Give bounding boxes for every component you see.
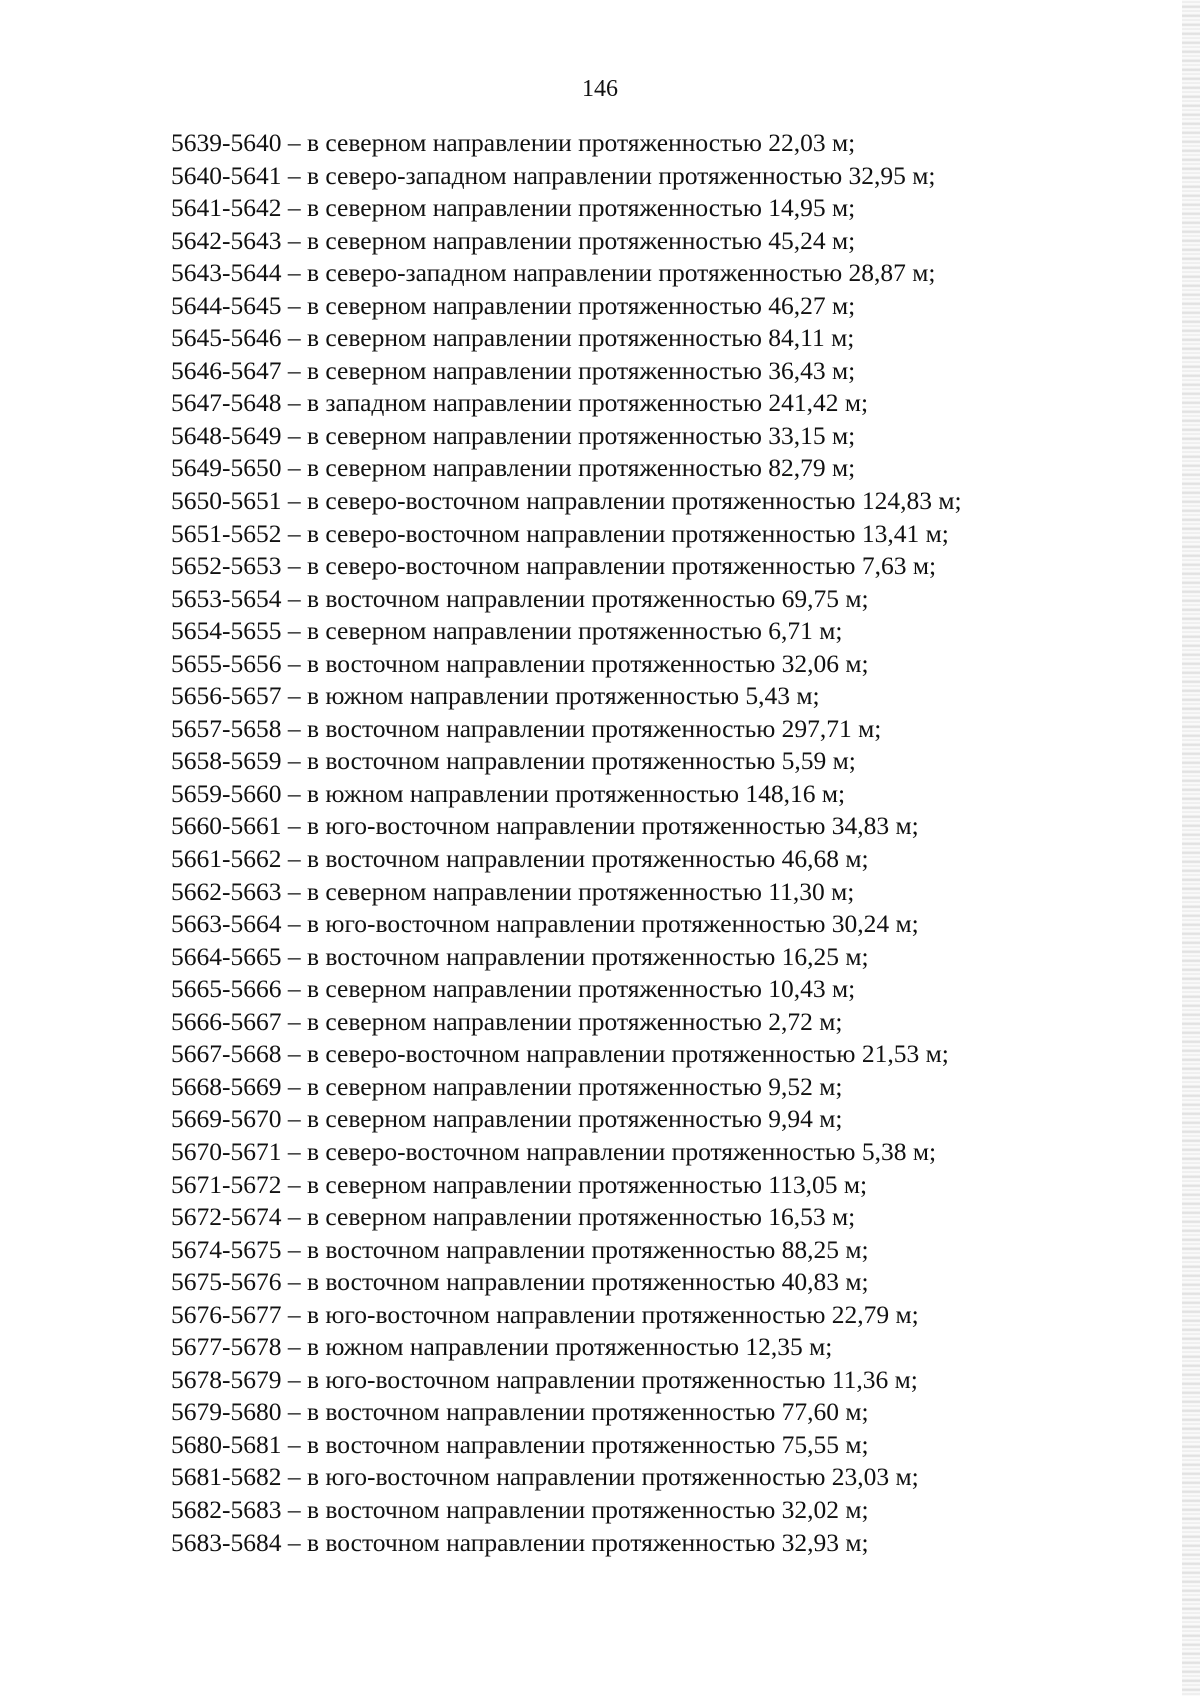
boundary-segment-entry: 5669-5670 – в северном направлении протяженностью 9,94 м; bbox=[171, 1104, 843, 1134]
boundary-segment-entry: 5681-5682 – в юго-восточном направлении протяженностью 23,03 м; bbox=[171, 1462, 919, 1492]
boundary-segment-entry: 5663-5664 – в юго-восточном направлении протяженностью 30,24 м; bbox=[171, 909, 919, 939]
boundary-segment-entry: 5683-5684 – в восточном направлении протяженностью 32,93 м; bbox=[171, 1527, 869, 1557]
boundary-segment-entry: 5672-5674 – в северном направлении протяженностью 16,53 м; bbox=[171, 1202, 856, 1232]
boundary-segment-entry: 5667-5668 – в северо-восточном направлении протяженностью 21,53 м; bbox=[171, 1039, 949, 1069]
boundary-segment-entry: 5647-5648 – в западном направлении протяженностью 241,42 м; bbox=[171, 388, 869, 418]
boundary-segment-entry: 5679-5680 – в восточном направлении протяженностью 77,60 м; bbox=[171, 1397, 869, 1427]
boundary-segment-entry: 5639-5640 – в северном направлении протяженностью 22,03 м; bbox=[171, 128, 856, 157]
boundary-segment-entry: 5650-5651 – в северо-восточном направлении протяженностью 124,83 м; bbox=[171, 486, 962, 516]
boundary-segment-entry: 5666-5667 – в северном направлении протяженностью 2,72 м; bbox=[171, 1006, 843, 1036]
boundary-segment-entry: 5677-5678 – в южном направлении протяженностью 12,35 м; bbox=[171, 1332, 833, 1362]
boundary-segment-entry: 5641-5642 – в северном направлении протяженностью 14,95 м; bbox=[171, 193, 856, 223]
boundary-segment-entry: 5642-5643 – в северном направлении протяженностью 45,24 м; bbox=[171, 225, 856, 255]
boundary-segment-entry: 5682-5683 – в восточном направлении протяженностью 32,02 м; bbox=[171, 1494, 869, 1524]
boundary-segment-entry: 5643-5644 – в северо-западном направлении протяженностью 28,87 м; bbox=[171, 258, 936, 288]
boundary-segment-entry: 5656-5657 – в южном направлении протяженностью 5,43 м; bbox=[171, 681, 820, 711]
boundary-segment-entry: 5649-5650 – в северном направлении протяженностью 82,79 м; bbox=[171, 453, 856, 483]
boundary-segment-entry: 5671-5672 – в северном направлении протяженностью 113,05 м; bbox=[171, 1169, 868, 1199]
boundary-segment-entry: 5662-5663 – в северном направлении протяженностью 11,30 м; bbox=[171, 876, 855, 906]
boundary-segment-entry: 5653-5654 – в восточном направлении протяженностью 69,75 м; bbox=[171, 583, 869, 613]
boundary-segment-entry: 5680-5681 – в восточном направлении протяженностью 75,55 м; bbox=[171, 1429, 869, 1459]
boundary-segment-entry: 5644-5645 – в северном направлении протяженностью 46,27 м; bbox=[171, 290, 856, 320]
boundary-segment-entry: 5657-5658 – в восточном направлении протяженностью 297,71 м; bbox=[171, 713, 882, 743]
boundary-segment-entry: 5678-5679 – в юго-восточном направлении протяженностью 11,36 м; bbox=[171, 1364, 918, 1394]
boundary-segment-entry: 5659-5660 – в южном направлении протяженностью 148,16 м; bbox=[171, 778, 846, 808]
boundary-segment-entry: 5676-5677 – в юго-восточном направлении протяженностью 22,79 м; bbox=[171, 1299, 919, 1329]
boundary-segment-entry: 5655-5656 – в восточном направлении протяженностью 32,06 м; bbox=[171, 648, 869, 678]
boundary-segment-entry: 5645-5646 – в северном направлении протяженностью 84,11 м; bbox=[171, 323, 855, 353]
boundary-segment-entry: 5654-5655 – в северном направлении протяженностью 6,71 м; bbox=[171, 616, 843, 646]
boundary-segment-entry: 5668-5669 – в северном направлении протяженностью 9,52 м; bbox=[171, 1071, 843, 1101]
boundary-segment-entry: 5640-5641 – в северо-западном направлении протяженностью 32,95 м; bbox=[171, 160, 936, 190]
boundary-segment-entry: 5664-5665 – в восточном направлении протяженностью 16,25 м; bbox=[171, 941, 869, 971]
boundary-segment-entry: 5660-5661 – в юго-восточном направлении протяженностью 34,83 м; bbox=[171, 811, 919, 841]
boundary-segment-entry: 5652-5653 – в северо-восточном направлении протяженностью 7,63 м; bbox=[171, 551, 937, 581]
boundary-segment-entry: 5661-5662 – в восточном направлении протяженностью 46,68 м; bbox=[171, 844, 869, 874]
scan-edge-artifact bbox=[1182, 0, 1200, 1696]
boundary-segment-entry: 5648-5649 – в северном направлении протяженностью 33,15 м; bbox=[171, 420, 856, 450]
boundary-segment-entry: 5665-5666 – в северном направлении протяженностью 10,43 м; bbox=[171, 974, 856, 1004]
boundary-segment-entry: 5675-5676 – в восточном направлении протяженностью 40,83 м; bbox=[171, 1267, 869, 1297]
boundary-segment-entry: 5651-5652 – в северо-восточном направлении протяженностью 13,41 м; bbox=[171, 518, 949, 548]
boundary-segment-entry: 5674-5675 – в восточном направлении протяженностью 88,25 м; bbox=[171, 1234, 869, 1264]
boundary-segment-list bbox=[171, 127, 962, 1559]
boundary-segment-entry: 5658-5659 – в восточном направлении протяженностью 5,59 м; bbox=[171, 746, 856, 776]
page-number: 146 bbox=[582, 76, 618, 102]
boundary-segment-entry: 5670-5671 – в северо-восточном направлении протяженностью 5,38 м; bbox=[171, 1136, 937, 1166]
boundary-segment-entry: 5646-5647 – в северном направлении протяженностью 36,43 м; bbox=[171, 355, 856, 385]
